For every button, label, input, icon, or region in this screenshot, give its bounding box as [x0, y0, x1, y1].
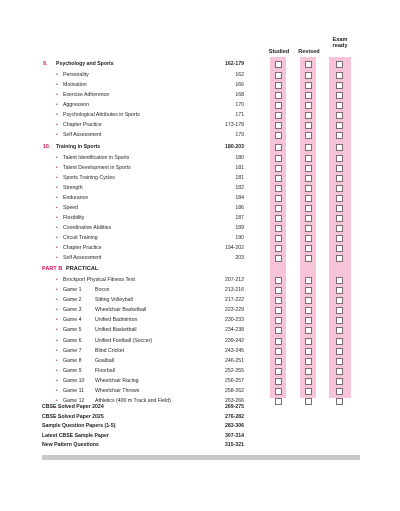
- item-label: Circuit Training: [63, 235, 98, 241]
- bullet-icon: •: [56, 347, 58, 354]
- game-pages: 230-233: [224, 317, 244, 324]
- revised-checkbox[interactable]: [305, 122, 312, 129]
- game-number: Game 1: [63, 287, 82, 293]
- section-number: 10.: [43, 144, 51, 150]
- exam-ready-checkbox[interactable]: [336, 235, 343, 242]
- part-title: PRACTICAL: [66, 266, 99, 272]
- studied-checkbox[interactable]: [275, 215, 282, 222]
- item-pages: 181: [235, 175, 244, 181]
- exam-ready-checkbox[interactable]: [336, 185, 343, 192]
- studied-checkbox[interactable]: [275, 327, 282, 334]
- bullet-icon: •: [56, 195, 58, 201]
- studied-checkbox[interactable]: [275, 255, 282, 262]
- game-number: Game 2: [63, 297, 82, 304]
- game-pages: 217-222: [224, 297, 244, 304]
- game-number: Game 10: [63, 377, 85, 384]
- game-number: Game 9: [63, 367, 82, 374]
- game-pages: 243-245: [224, 347, 244, 354]
- bullet-icon: •: [56, 92, 58, 98]
- section-heading: [0, 59, 400, 69]
- list-item: [0, 193, 400, 203]
- revised-checkbox[interactable]: [305, 155, 312, 162]
- studied-checkbox[interactable]: [275, 348, 282, 355]
- revised-checkbox[interactable]: [305, 378, 312, 385]
- exam-ready-checkbox[interactable]: [336, 255, 343, 262]
- revised-checkbox[interactable]: [305, 112, 312, 119]
- revised-checkbox[interactable]: [305, 255, 312, 262]
- game-number: Game 5: [63, 327, 82, 334]
- studied-checkbox[interactable]: [275, 155, 282, 162]
- revised-checkbox[interactable]: [305, 61, 312, 68]
- studied-checkbox[interactable]: [275, 185, 282, 192]
- list-item: [0, 110, 400, 120]
- studied-checkbox[interactable]: [275, 195, 282, 202]
- bullet-icon: •: [56, 132, 58, 138]
- paper-row: [0, 431, 400, 441]
- exam-ready-checkbox[interactable]: [336, 102, 343, 109]
- item-pages: 168: [235, 92, 244, 98]
- game-name: Bocce: [95, 287, 110, 293]
- paper-label: New Pattern Questions: [42, 442, 99, 448]
- exam-ready-checkbox[interactable]: [336, 132, 343, 139]
- item-pages: 184: [235, 195, 244, 201]
- item-pages: 171: [235, 112, 244, 118]
- part-label: PART B: [42, 266, 63, 272]
- item-label: Talent Development in Sports: [63, 165, 131, 171]
- game-pages: 213-216: [224, 287, 244, 293]
- item-label: Self Assessment: [63, 132, 102, 138]
- part-heading: [0, 264, 400, 274]
- game-name: Unified Basketball: [95, 327, 137, 334]
- game-number: Game 3: [63, 307, 82, 314]
- list-item: [0, 243, 400, 253]
- exam-ready-checkbox[interactable]: [336, 307, 343, 314]
- studied-checkbox[interactable]: [275, 225, 282, 232]
- studied-checkbox[interactable]: [275, 358, 282, 365]
- studied-checkbox[interactable]: [275, 287, 282, 294]
- game-name: Wheelchair Throws: [95, 388, 140, 394]
- bullet-icon: •: [56, 215, 58, 221]
- item-pages: 182: [235, 185, 244, 191]
- item-label: Personality: [63, 72, 89, 78]
- studied-checkbox[interactable]: [275, 102, 282, 109]
- studied-checkbox[interactable]: [275, 245, 282, 252]
- studied-checkbox[interactable]: [275, 122, 282, 129]
- game-pages: 252-255: [224, 367, 244, 374]
- paper-label: CBSE Solved Paper 2025: [42, 413, 104, 420]
- item-pages: 207-212: [224, 277, 244, 283]
- exam-ready-checkbox[interactable]: [336, 388, 343, 395]
- game-name: Wheelchair Basketball: [95, 307, 147, 314]
- exam-ready-checkbox[interactable]: [336, 144, 343, 151]
- revised-checkbox[interactable]: [305, 327, 312, 334]
- revised-checkbox[interactable]: [305, 205, 312, 212]
- exam-ready-checkbox[interactable]: [336, 297, 343, 304]
- revised-checkbox[interactable]: [305, 165, 312, 172]
- paper-label: CBSE Solved Paper 2024: [42, 404, 104, 410]
- game-name: Goalball: [95, 357, 115, 364]
- exam-ready-checkbox[interactable]: [336, 277, 343, 284]
- paper-pages: 276-282: [224, 413, 244, 420]
- revised-checkbox[interactable]: [305, 215, 312, 222]
- bullet-icon: •: [56, 122, 58, 128]
- game-name: Wheelchair Racing: [95, 377, 139, 384]
- studied-checkbox[interactable]: [275, 388, 282, 395]
- item-label: Brockport Physical Fitness Test: [63, 277, 135, 283]
- revised-checkbox[interactable]: [305, 235, 312, 242]
- game-number: Game 12: [63, 398, 85, 405]
- revised-checkbox[interactable]: [305, 287, 312, 294]
- exam-ready-checkbox[interactable]: [336, 112, 343, 119]
- bullet-icon: •: [56, 377, 58, 384]
- item-label: Chapter Practice: [63, 122, 102, 128]
- bullet-icon: •: [56, 297, 58, 304]
- item-label: Flexibility: [63, 215, 85, 221]
- paper-row: [0, 412, 400, 422]
- bullet-icon: •: [56, 398, 58, 405]
- game-name: Unified Badminton: [95, 317, 138, 324]
- item-label: Sports Training Cycles: [63, 175, 115, 181]
- exam-ready-checkbox[interactable]: [336, 61, 343, 68]
- game-row: [0, 295, 400, 305]
- game-number: Game 7: [63, 347, 82, 354]
- revised-checkbox[interactable]: [305, 348, 312, 355]
- item-label: Endurance: [63, 195, 89, 201]
- list-item: [0, 100, 400, 110]
- item-label: Speed: [63, 205, 79, 211]
- game-name: Unified Football (Soccer): [95, 337, 153, 344]
- bullet-icon: •: [56, 235, 58, 241]
- game-row: [0, 346, 400, 356]
- footer-bar: [42, 455, 360, 460]
- studied-checkbox[interactable]: [275, 175, 282, 182]
- exam-ready-checkbox[interactable]: [336, 122, 343, 129]
- revised-checkbox[interactable]: [305, 317, 312, 324]
- studied-checkbox[interactable]: [275, 165, 282, 172]
- studied-checkbox[interactable]: [275, 92, 282, 99]
- list-item: [0, 153, 400, 163]
- revised-checkbox[interactable]: [305, 82, 312, 89]
- bullet-icon: •: [56, 367, 58, 374]
- game-pages: 258-262: [224, 388, 244, 394]
- paper-row: [0, 421, 400, 431]
- game-name: Sitting Volleyball: [95, 297, 133, 304]
- bullet-icon: •: [56, 277, 58, 283]
- item-pages: 190: [235, 235, 244, 241]
- exam-ready-checkbox[interactable]: [336, 175, 343, 182]
- section-pages: 180-203: [224, 144, 244, 150]
- bullet-icon: •: [56, 112, 58, 118]
- item-label: Talent Identification in Sports: [63, 155, 130, 161]
- game-row: [0, 336, 400, 346]
- game-number: Game 6: [63, 337, 82, 344]
- revised-checkbox[interactable]: [305, 225, 312, 232]
- revised-checkbox[interactable]: [305, 297, 312, 304]
- game-number: Game 8: [63, 357, 82, 364]
- studied-checkbox[interactable]: [275, 317, 282, 324]
- section-pages: 162-179: [224, 61, 244, 67]
- section-heading: [0, 142, 400, 152]
- item-label: Psychological Attributes in Sports: [63, 112, 140, 118]
- exam-ready-header: Exam ready: [332, 37, 348, 49]
- list-item: [0, 90, 400, 100]
- paper-pages: 269-275: [224, 404, 244, 410]
- bullet-icon: •: [56, 175, 58, 181]
- revised-checkbox[interactable]: [305, 195, 312, 202]
- bullet-icon: •: [56, 102, 58, 108]
- exam-ready-checkbox[interactable]: [336, 82, 343, 89]
- game-row: [0, 356, 400, 366]
- revised-checkbox[interactable]: [305, 307, 312, 314]
- paper-row: [0, 440, 400, 450]
- item-pages: 173-178: [224, 122, 244, 128]
- bullet-icon: •: [56, 255, 58, 261]
- game-row: [0, 305, 400, 315]
- studied-checkbox[interactable]: [275, 307, 282, 314]
- exam-ready-checkbox[interactable]: [336, 348, 343, 355]
- paper-pages: 307-314: [224, 432, 244, 439]
- list-item: [0, 120, 400, 130]
- bullet-icon: •: [56, 287, 58, 293]
- exam-ready-checkbox[interactable]: [336, 378, 343, 385]
- studied-header: Studied: [268, 49, 290, 55]
- item-label: Coordinative Abilities: [63, 225, 112, 231]
- section-title: Training in Sports: [56, 144, 101, 150]
- paper-label: Latest CBSE Sample Paper: [42, 432, 109, 439]
- game-row: [0, 285, 400, 295]
- item-pages: 162: [235, 72, 244, 78]
- list-item: [0, 203, 400, 213]
- list-item: [0, 253, 400, 263]
- list-item: [0, 233, 400, 243]
- studied-checkbox[interactable]: [275, 132, 282, 139]
- studied-checkbox[interactable]: [275, 368, 282, 375]
- item-pages: 194-202: [224, 245, 244, 251]
- list-item: [0, 183, 400, 193]
- list-item: [0, 223, 400, 233]
- revised-checkbox[interactable]: [305, 102, 312, 109]
- item-pages: 166: [235, 82, 244, 88]
- bullet-icon: •: [56, 388, 58, 394]
- item-label: Aggression: [63, 102, 89, 108]
- exam-ready-checkbox[interactable]: [336, 215, 343, 222]
- revised-checkbox[interactable]: [305, 92, 312, 99]
- exam-ready-checkbox[interactable]: [336, 338, 343, 345]
- exam-ready-checkbox[interactable]: [336, 317, 343, 324]
- bullet-icon: •: [56, 205, 58, 211]
- bullet-icon: •: [56, 72, 58, 78]
- studied-checkbox[interactable]: [275, 338, 282, 345]
- revised-checkbox[interactable]: [305, 277, 312, 284]
- revised-checkbox[interactable]: [305, 358, 312, 365]
- list-item: [0, 213, 400, 223]
- bullet-icon: •: [56, 155, 58, 161]
- revised-checkbox[interactable]: [305, 144, 312, 151]
- item-label: Motivation: [63, 82, 87, 88]
- game-row: [0, 325, 400, 335]
- studied-checkbox[interactable]: [275, 112, 282, 119]
- game-pages: 263-266: [224, 398, 244, 405]
- revised-header: Revised: [298, 49, 320, 55]
- exam-ready-checkbox[interactable]: [336, 225, 343, 232]
- bullet-icon: •: [56, 185, 58, 191]
- item-label: Exercise Adherence: [63, 92, 110, 98]
- list-item: [0, 173, 400, 183]
- item-pages: 203: [235, 255, 244, 261]
- revised-checkbox[interactable]: [305, 175, 312, 182]
- bullet-icon: •: [56, 165, 58, 171]
- game-pages: 239-242: [224, 337, 244, 344]
- studied-checkbox[interactable]: [275, 72, 282, 79]
- game-name: Athletics (400 m Track and Field): [95, 398, 171, 405]
- game-name: Blind Cricket: [95, 347, 125, 354]
- bullet-icon: •: [56, 337, 58, 344]
- item-pages: 179: [235, 132, 244, 138]
- item-pages: 187: [235, 215, 244, 221]
- exam-ready-checkbox[interactable]: [336, 92, 343, 99]
- bullet-icon: •: [56, 357, 58, 364]
- game-name: Floorball: [95, 367, 115, 374]
- list-item: [0, 130, 400, 140]
- revised-checkbox[interactable]: [305, 338, 312, 345]
- bullet-icon: •: [56, 327, 58, 334]
- paper-label: Sample Question Papers (1-5): [42, 423, 116, 429]
- exam-ready-checkbox[interactable]: [336, 245, 343, 252]
- studied-checkbox[interactable]: [275, 277, 282, 284]
- studied-checkbox[interactable]: [275, 235, 282, 242]
- exam-ready-checkbox[interactable]: [336, 195, 343, 202]
- list-item: [0, 80, 400, 90]
- list-item: [0, 275, 400, 285]
- section-number: 9.: [43, 61, 48, 67]
- bullet-icon: •: [56, 82, 58, 88]
- game-number: Game 4: [63, 317, 82, 324]
- studied-checkbox[interactable]: [275, 297, 282, 304]
- game-row: [0, 366, 400, 376]
- revised-checkbox[interactable]: [305, 245, 312, 252]
- bullet-icon: •: [56, 317, 58, 324]
- paper-pages: 315-321: [224, 442, 244, 448]
- item-label: Chapter Practice: [63, 245, 102, 251]
- studied-checkbox[interactable]: [275, 144, 282, 151]
- item-pages: 189: [235, 225, 244, 231]
- exam-ready-checkbox[interactable]: [336, 165, 343, 172]
- item-label: Self Assessment: [63, 255, 102, 261]
- studied-checkbox[interactable]: [275, 205, 282, 212]
- revised-checkbox[interactable]: [305, 185, 312, 192]
- revised-checkbox[interactable]: [305, 72, 312, 79]
- game-pages: 256-257: [224, 377, 244, 384]
- exam-ready-checkbox[interactable]: [336, 72, 343, 79]
- section-title: Psychology and Sports: [56, 61, 114, 67]
- exam-ready-checkbox[interactable]: [336, 287, 343, 294]
- bullet-icon: •: [56, 245, 58, 251]
- item-label: Strength: [63, 185, 83, 191]
- exam-ready-checkbox[interactable]: [336, 155, 343, 162]
- exam-ready-checkbox[interactable]: [336, 368, 343, 375]
- paper-pages: 283-306: [224, 423, 244, 429]
- revised-checkbox[interactable]: [305, 132, 312, 139]
- list-item: [0, 70, 400, 80]
- exam-ready-checkbox[interactable]: [336, 327, 343, 334]
- game-row: [0, 386, 400, 396]
- studied-checkbox[interactable]: [275, 82, 282, 89]
- studied-checkbox[interactable]: [275, 378, 282, 385]
- item-pages: 181: [235, 165, 244, 171]
- item-pages: 186: [235, 205, 244, 211]
- item-pages: 180: [235, 155, 244, 161]
- exam-ready-checkbox[interactable]: [336, 358, 343, 365]
- list-item: [0, 163, 400, 173]
- revised-checkbox[interactable]: [305, 368, 312, 375]
- revised-checkbox[interactable]: [305, 388, 312, 395]
- game-row: [0, 376, 400, 386]
- game-number: Game 11: [63, 388, 84, 394]
- bullet-icon: •: [56, 225, 58, 231]
- studied-checkbox[interactable]: [275, 61, 282, 68]
- game-row: [0, 315, 400, 325]
- game-pages: 246-251: [224, 357, 244, 364]
- bullet-icon: •: [56, 307, 58, 314]
- paper-row: [0, 402, 400, 412]
- game-pages: 234-238: [224, 327, 244, 334]
- item-pages: 170: [235, 102, 244, 108]
- exam-ready-checkbox[interactable]: [336, 205, 343, 212]
- game-pages: 223-229: [224, 307, 244, 314]
